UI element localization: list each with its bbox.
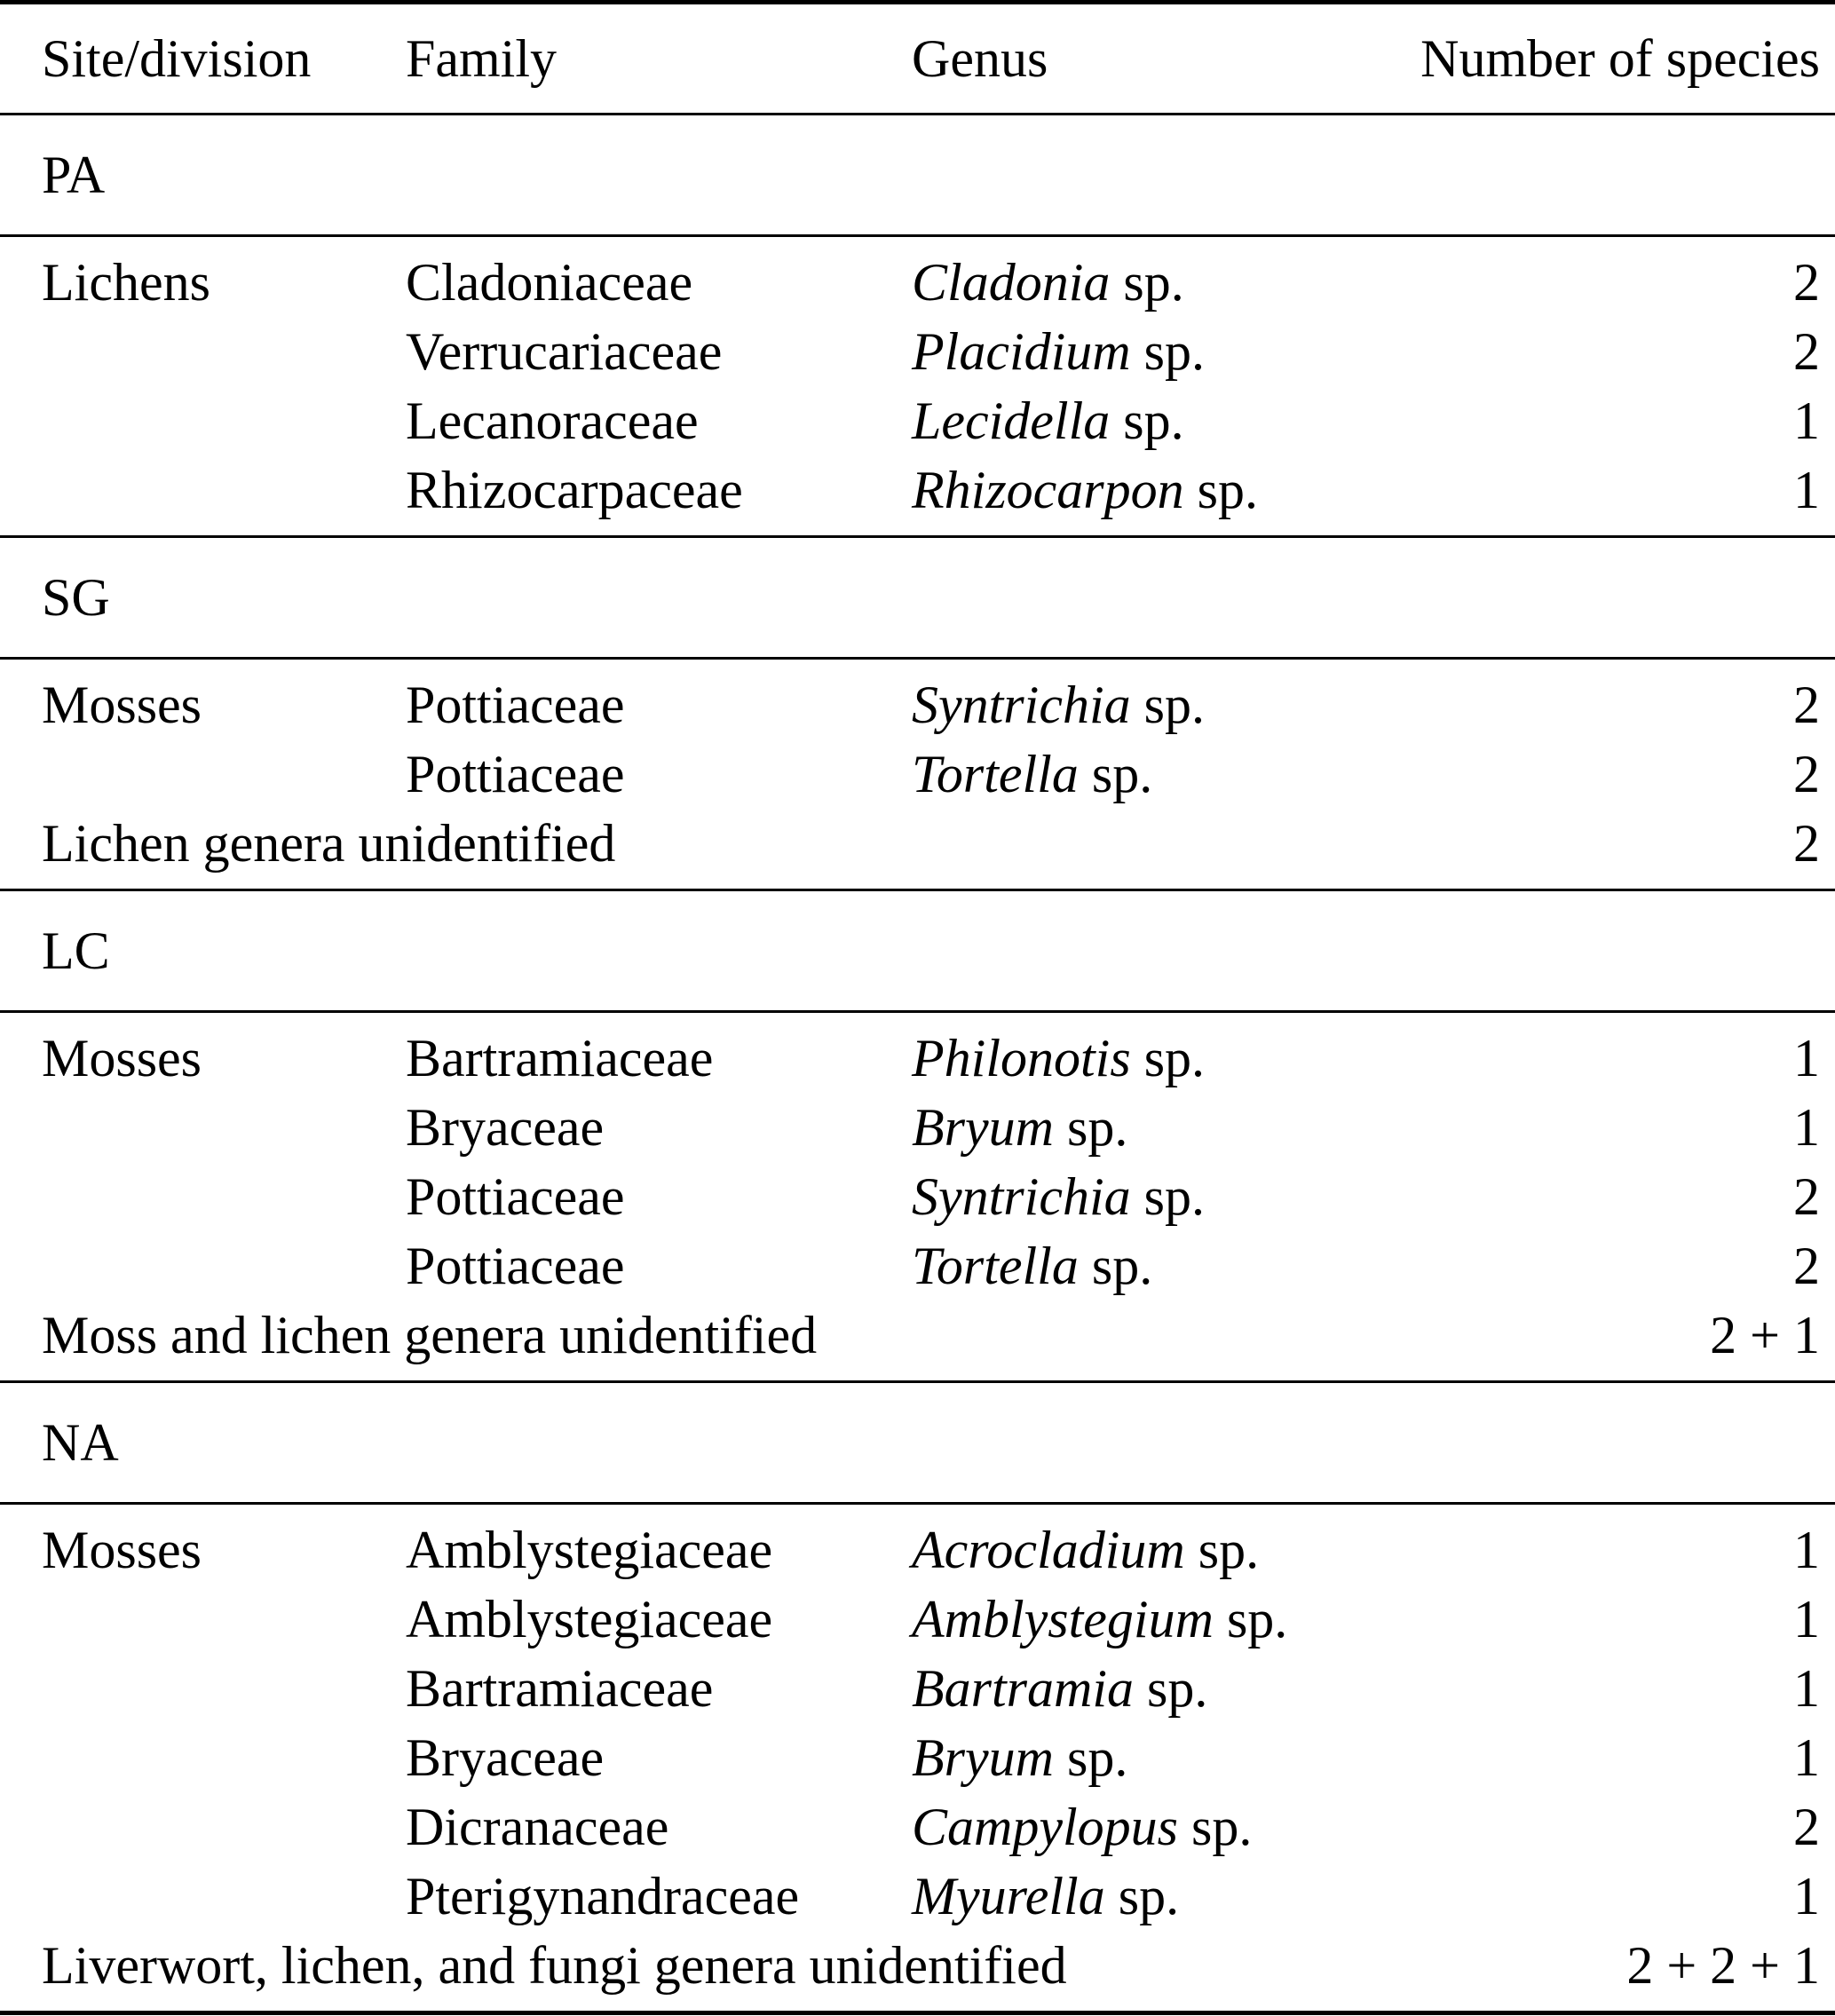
division-cell: Mosses: [42, 1029, 202, 1087]
genus-cell: [912, 1654, 1382, 1723]
species-count-cell: 2: [1793, 1798, 1820, 1856]
column-header-number-of-species: Number of species: [1420, 29, 1820, 88]
genus-suffix: sp.: [1078, 1237, 1153, 1295]
table-bottom-rule: [0, 2011, 1835, 2015]
genus-suffix: sp.: [1130, 676, 1205, 734]
genus-name: Tortella: [912, 1237, 1079, 1295]
table-body: [0, 115, 1835, 2015]
genus-suffix: sp.: [1053, 1098, 1128, 1157]
genus-name: Cladonia: [912, 253, 1111, 312]
unidentified-genera-row: [0, 1301, 1835, 1370]
family-cell: Amblystegiaceae: [406, 1590, 773, 1648]
division-cell: Lichens: [42, 253, 210, 312]
section-site-row: [0, 1383, 1835, 1502]
unidentified-genera-row: [0, 809, 1835, 878]
family-cell: Bartramiaceae: [406, 1659, 714, 1718]
genus-cell: [912, 1585, 1382, 1654]
table-section: [0, 891, 1835, 1380]
table-row: [0, 670, 1835, 739]
family-cell: Dicranaceae: [406, 1798, 669, 1856]
genus-cell: [912, 1231, 1382, 1301]
species-count-cell: 2: [1793, 253, 1820, 312]
genus-cell: [912, 1723, 1382, 1792]
family-cell: Rhizocarpaceae: [406, 461, 743, 519]
species-count-cell: 1: [1793, 391, 1820, 450]
genus-name: Tortella: [912, 745, 1079, 803]
genus-cell: [912, 1162, 1382, 1231]
section-rows: [0, 1013, 1835, 1380]
genus-name: Bryum: [912, 1098, 1054, 1157]
table-row: [0, 1515, 1835, 1585]
genus-cell: [912, 1792, 1382, 1862]
column-header-site-division: Site/division: [42, 29, 312, 88]
genus-suffix: sp.: [1178, 1798, 1253, 1856]
genus-cell: [912, 455, 1382, 525]
genus-suffix: sp.: [1104, 1867, 1180, 1925]
site-label: NA: [42, 1413, 119, 1472]
family-cell: Pottiaceae: [406, 745, 625, 803]
unidentified-label: Lichen genera unidentified: [42, 814, 616, 873]
table-header-row: [0, 4, 1835, 113]
division-cell: Mosses: [42, 1521, 202, 1579]
column-header-genus: Genus: [912, 29, 1048, 88]
genus-suffix: sp.: [1183, 461, 1259, 519]
table-row: [0, 1231, 1835, 1301]
genus-name: Rhizocarpon: [912, 461, 1184, 519]
family-cell: Lecanoraceae: [406, 391, 699, 450]
genus-suffix: sp.: [1130, 322, 1205, 381]
species-count-cell: 1: [1793, 1867, 1820, 1925]
column-header-family: Family: [406, 29, 558, 88]
genus-cell: [912, 386, 1382, 455]
genus-name: Myurella: [912, 1867, 1105, 1925]
table-section: [0, 115, 1835, 535]
family-cell: Bryaceae: [406, 1098, 605, 1157]
genus-name: Amblystegium: [912, 1590, 1214, 1648]
genus-suffix: sp.: [1130, 1167, 1205, 1226]
table-row: [0, 1654, 1835, 1723]
genus-suffix: sp.: [1110, 391, 1184, 450]
genus-name: Bartramia: [912, 1659, 1135, 1718]
genus-suffix: sp.: [1053, 1728, 1128, 1787]
site-label: SG: [42, 568, 110, 627]
table-row: [0, 386, 1835, 455]
family-cell: Pottiaceae: [406, 1237, 625, 1295]
table-section: [0, 538, 1835, 889]
genus-cell: [912, 739, 1382, 809]
genus-name: Bryum: [912, 1728, 1054, 1787]
table-row: [0, 1585, 1835, 1654]
genus-name: Acrocladium: [912, 1521, 1185, 1579]
genus-cell: [912, 670, 1382, 739]
species-count-cell: 2: [1793, 1167, 1820, 1226]
species-count-cell: 1: [1793, 1098, 1820, 1157]
table-row: [0, 1024, 1835, 1093]
genus-suffix: sp.: [1078, 745, 1153, 803]
family-cell: Verrucariaceae: [406, 322, 723, 381]
table-section: [0, 1383, 1835, 2011]
section-rows: [0, 237, 1835, 535]
species-count-cell: 1: [1793, 1521, 1820, 1579]
genus-name: Syntrichia: [912, 1167, 1131, 1226]
family-cell: Bryaceae: [406, 1728, 605, 1787]
genus-suffix: sp.: [1130, 1029, 1206, 1087]
species-count-cell: 2 + 1: [1710, 1306, 1820, 1364]
species-count-cell: 2: [1793, 676, 1820, 734]
genus-cell: [912, 1093, 1382, 1162]
species-count-cell: 1: [1793, 1728, 1820, 1787]
section-site-row: [0, 891, 1835, 1010]
species-count-cell: 1: [1793, 1590, 1820, 1648]
family-cell: Cladoniaceae: [406, 253, 693, 312]
genus-suffix: sp.: [1134, 1659, 1208, 1718]
genus-suffix: sp.: [1110, 253, 1184, 312]
division-cell: Mosses: [42, 676, 202, 734]
genus-name: Campylopus: [912, 1798, 1178, 1856]
genus-suffix: sp.: [1213, 1590, 1288, 1648]
genus-name: Philonotis: [912, 1029, 1131, 1087]
genus-cell: [912, 317, 1382, 386]
genus-cell: [912, 248, 1382, 317]
table-row: [0, 248, 1835, 317]
section-rows: [0, 660, 1835, 889]
family-cell: Pottiaceae: [406, 1167, 625, 1226]
table-row: [0, 1792, 1835, 1862]
species-count-cell: 2: [1793, 814, 1820, 873]
family-cell: Pterigynandraceae: [406, 1867, 800, 1925]
section-site-row: [0, 538, 1835, 657]
genus-cell: [912, 1515, 1382, 1585]
genus-cell: [912, 1024, 1382, 1093]
species-count-cell: 2: [1793, 322, 1820, 381]
unidentified-label: Moss and lichen genera unidentified: [42, 1306, 818, 1364]
site-label: PA: [42, 146, 106, 204]
table-row: [0, 1862, 1835, 1931]
genus-name: Placidium: [912, 322, 1131, 381]
table-row: [0, 739, 1835, 809]
unidentified-label: Liverwort, lichen, and fungi genera unidentified: [42, 1936, 1067, 1995]
genus-name: Syntrichia: [912, 676, 1131, 734]
species-count-cell: 2: [1793, 1237, 1820, 1295]
table-row: [0, 1093, 1835, 1162]
species-count-cell: 2 + 2 + 1: [1626, 1936, 1820, 1995]
species-count-cell: 1: [1793, 461, 1820, 519]
family-cell: Bartramiaceae: [406, 1029, 714, 1087]
section-rows: [0, 1505, 1835, 2011]
family-cell: Pottiaceae: [406, 676, 625, 734]
species-count-cell: 2: [1793, 745, 1820, 803]
family-cell: Amblystegiaceae: [406, 1521, 773, 1579]
genus-cell: [912, 1862, 1382, 1931]
genus-suffix: sp.: [1184, 1521, 1260, 1579]
species-count-cell: 1: [1793, 1659, 1820, 1718]
table-row: [0, 455, 1835, 525]
table-row: [0, 1723, 1835, 1792]
genus-name: Lecidella: [912, 391, 1111, 450]
site-label: LC: [42, 921, 110, 980]
table-row: [0, 1162, 1835, 1231]
table-row: [0, 317, 1835, 386]
section-site-row: [0, 115, 1835, 234]
unidentified-genera-row: [0, 1931, 1835, 2000]
species-count-cell: 1: [1793, 1029, 1820, 1087]
